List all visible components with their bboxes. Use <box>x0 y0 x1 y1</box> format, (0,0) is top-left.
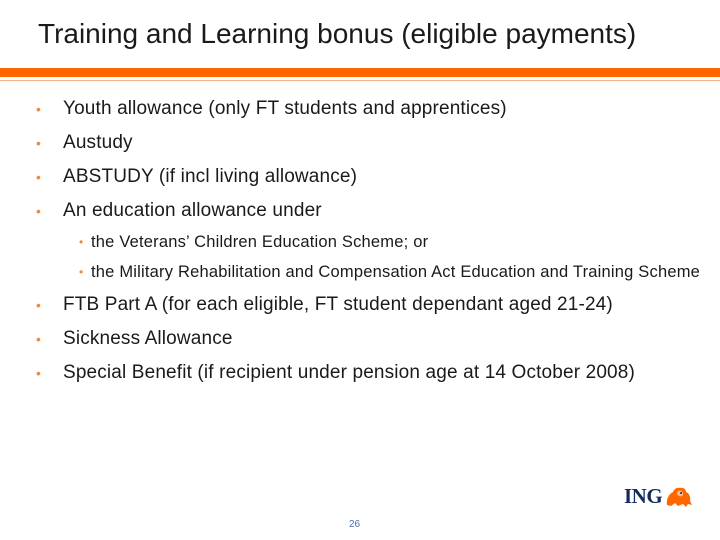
bullet-icon: • <box>36 297 42 313</box>
list-item-text: Youth allowance (only FT students and apprentices) <box>63 98 507 119</box>
ing-logo <box>624 484 694 509</box>
list-item <box>36 328 676 350</box>
bullet-icon: • <box>36 203 42 219</box>
list-item-text: FTB Part A (for each eligible, FT student dependant aged 21-24) <box>63 294 613 315</box>
sub-list-item-text: the Military Rehabilitation and Compensation Act Education and Training Scheme <box>91 263 701 281</box>
list-item <box>36 132 676 154</box>
sub-list-item <box>36 262 701 282</box>
bullet-icon: • <box>79 265 84 279</box>
list-item <box>36 362 663 384</box>
bullet-icon: • <box>36 169 42 185</box>
bullet-icon: • <box>79 235 84 249</box>
list-item <box>36 294 683 316</box>
bullet-icon: • <box>36 101 42 117</box>
bullet-icon: • <box>36 331 42 347</box>
list-item-text: An education allowance under <box>63 200 322 221</box>
page-number: 26 <box>349 519 361 530</box>
list-item <box>36 200 676 222</box>
list-item-text: Austudy <box>63 132 133 153</box>
sub-list-item <box>36 232 676 252</box>
bullet-icon: • <box>36 365 42 381</box>
sub-list-item-text: the Veterans’ Children Education Scheme; or <box>91 233 429 251</box>
title-accent-bar <box>0 68 720 77</box>
logo-text: ING <box>624 484 663 508</box>
bullet-icon: • <box>36 135 42 151</box>
list-item-text: Special Benefit (if recipient under pension age at 14 October 2008) <box>63 362 635 383</box>
list-item <box>36 166 676 188</box>
list-item <box>36 98 676 120</box>
lion-icon <box>664 485 694 509</box>
bullet-list <box>36 98 701 384</box>
list-item-text: Sickness Allowance <box>63 328 233 349</box>
slide-title: Training and Learning bonus (eligible payments) <box>38 18 637 49</box>
title-divider <box>0 80 720 81</box>
list-item-text: ABSTUDY (if incl living allowance) <box>63 166 358 187</box>
